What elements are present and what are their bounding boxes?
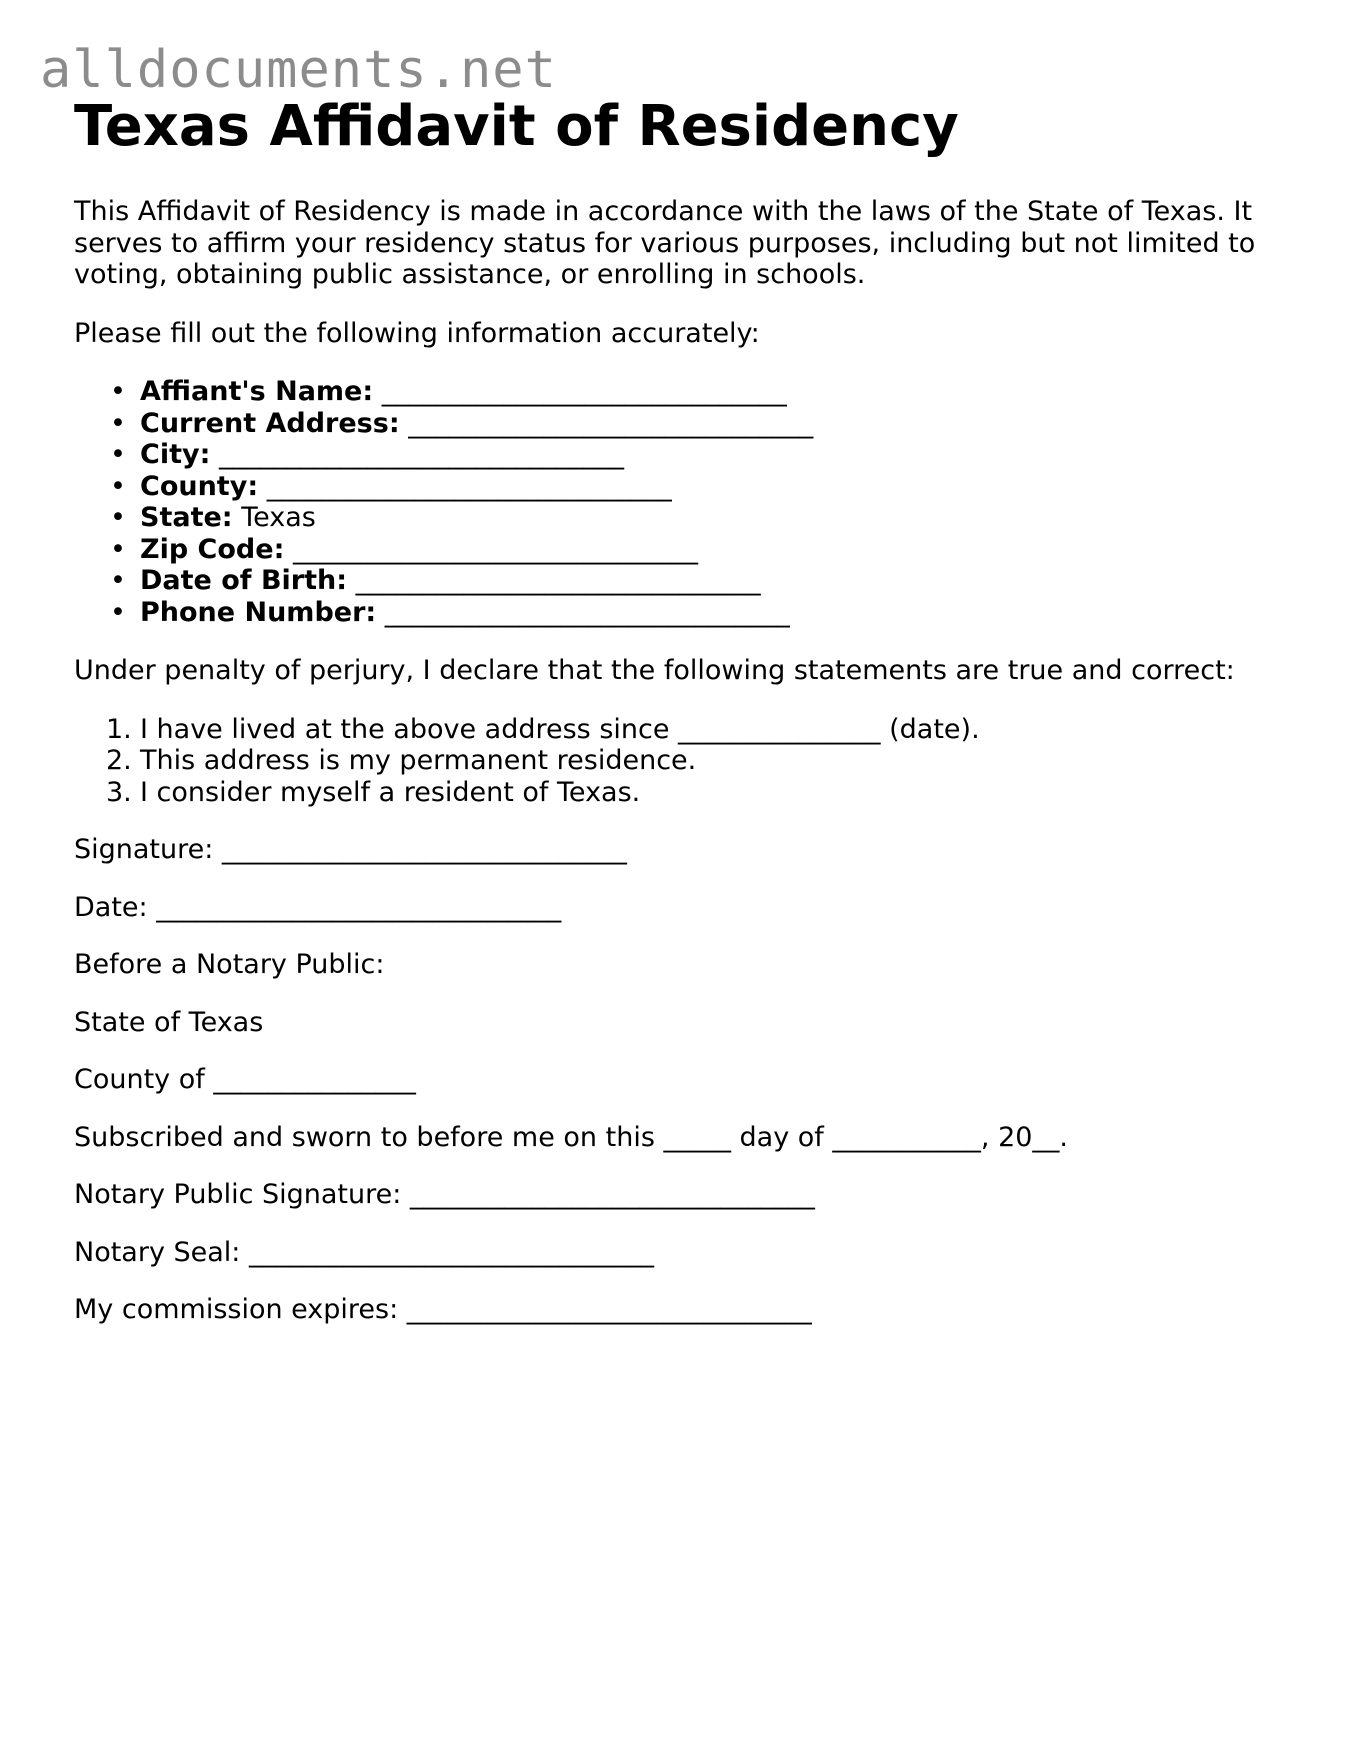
field-value[interactable]: ______________________________: [266, 470, 672, 502]
statement-text: I consider myself a resident of Texas.: [140, 776, 641, 808]
field-zip-code: [110, 533, 1294, 566]
statement-number: 3.: [106, 776, 132, 808]
date-line[interactable]: Date: ______________________________: [74, 891, 562, 923]
field-label: State:: [140, 502, 233, 533]
bullet-icon: •: [110, 502, 126, 533]
notary-signature-line[interactable]: Notary Public Signature: ______________________________: [74, 1179, 815, 1210]
statement-item: [106, 713, 1294, 746]
field-affiant-name: [110, 376, 1294, 408]
intro-paragraph: This Affidavit of Residency is made in accordance with the laws of the State of Texas. It serves to affirm your residency status for various purposes, including but not limited to voting, obtaining public assistance, or enrolling in schools.: [74, 196, 1256, 290]
statement-number: 1.: [106, 713, 132, 745]
sworn-line[interactable]: Subscribed and sworn to before me on this _____ day of ___________, 20__.: [74, 1121, 1069, 1153]
declaration-text: Under penalty of perjury, I declare that the following statements are true and correct:: [74, 655, 1235, 686]
bullet-icon: •: [110, 407, 126, 439]
county-line[interactable]: County of _______________: [74, 1064, 416, 1095]
field-date-of-birth: [110, 565, 1294, 597]
statement-text: I have lived at the above address since _______________ (date).: [140, 713, 980, 745]
signature-line[interactable]: Signature: ______________________________: [74, 834, 627, 865]
field-value[interactable]: ______________________________: [292, 533, 698, 565]
bullet-icon: •: [110, 533, 126, 565]
bullet-icon: •: [110, 376, 126, 407]
commission-expires-line[interactable]: My commission expires: ______________________________: [74, 1294, 812, 1325]
statements-list: [74, 714, 1294, 809]
field-value[interactable]: ______________________________: [408, 407, 814, 439]
field-value[interactable]: ______________________________: [355, 565, 761, 596]
field-label: Date of Birth:: [140, 565, 348, 596]
field-label: Zip Code:: [140, 533, 285, 565]
affiant-fields-list: [74, 376, 1294, 628]
instruction-text: Please fill out the following information accurately:: [74, 317, 760, 349]
bullet-icon: •: [110, 565, 126, 596]
statement-number: 2.: [106, 745, 132, 776]
field-state: [110, 502, 1294, 534]
field-value[interactable]: ______________________________: [384, 596, 790, 628]
field-city: [110, 439, 1294, 471]
field-value[interactable]: ______________________________: [381, 376, 787, 407]
statement-item: [106, 745, 1294, 777]
bullet-icon: •: [110, 439, 126, 470]
field-label: Current Address:: [140, 407, 400, 439]
document-title: Texas Affidavit of Residency: [74, 94, 959, 159]
notary-heading: Before a Notary Public:: [74, 949, 385, 980]
bullet-icon: •: [110, 470, 126, 502]
field-phone-number: [110, 596, 1294, 629]
field-value: Texas: [241, 502, 316, 533]
notary-seal-line[interactable]: Notary Seal: ______________________________: [74, 1236, 654, 1268]
field-current-address: [110, 407, 1294, 440]
statement-text: This address is my permanent residence.: [140, 745, 697, 776]
document-page: [74, 92, 1294, 1326]
field-label: City:: [140, 439, 211, 470]
field-label: Phone Number:: [140, 596, 377, 628]
state-line: State of Texas: [74, 1006, 264, 1038]
field-value[interactable]: ______________________________: [218, 439, 624, 470]
field-label: Affiant's Name:: [140, 376, 374, 407]
field-label: County:: [140, 470, 259, 502]
bullet-icon: •: [110, 596, 126, 628]
watermark: alldocuments.net: [40, 40, 557, 100]
field-county: [110, 470, 1294, 503]
statement-item: [106, 776, 1294, 809]
